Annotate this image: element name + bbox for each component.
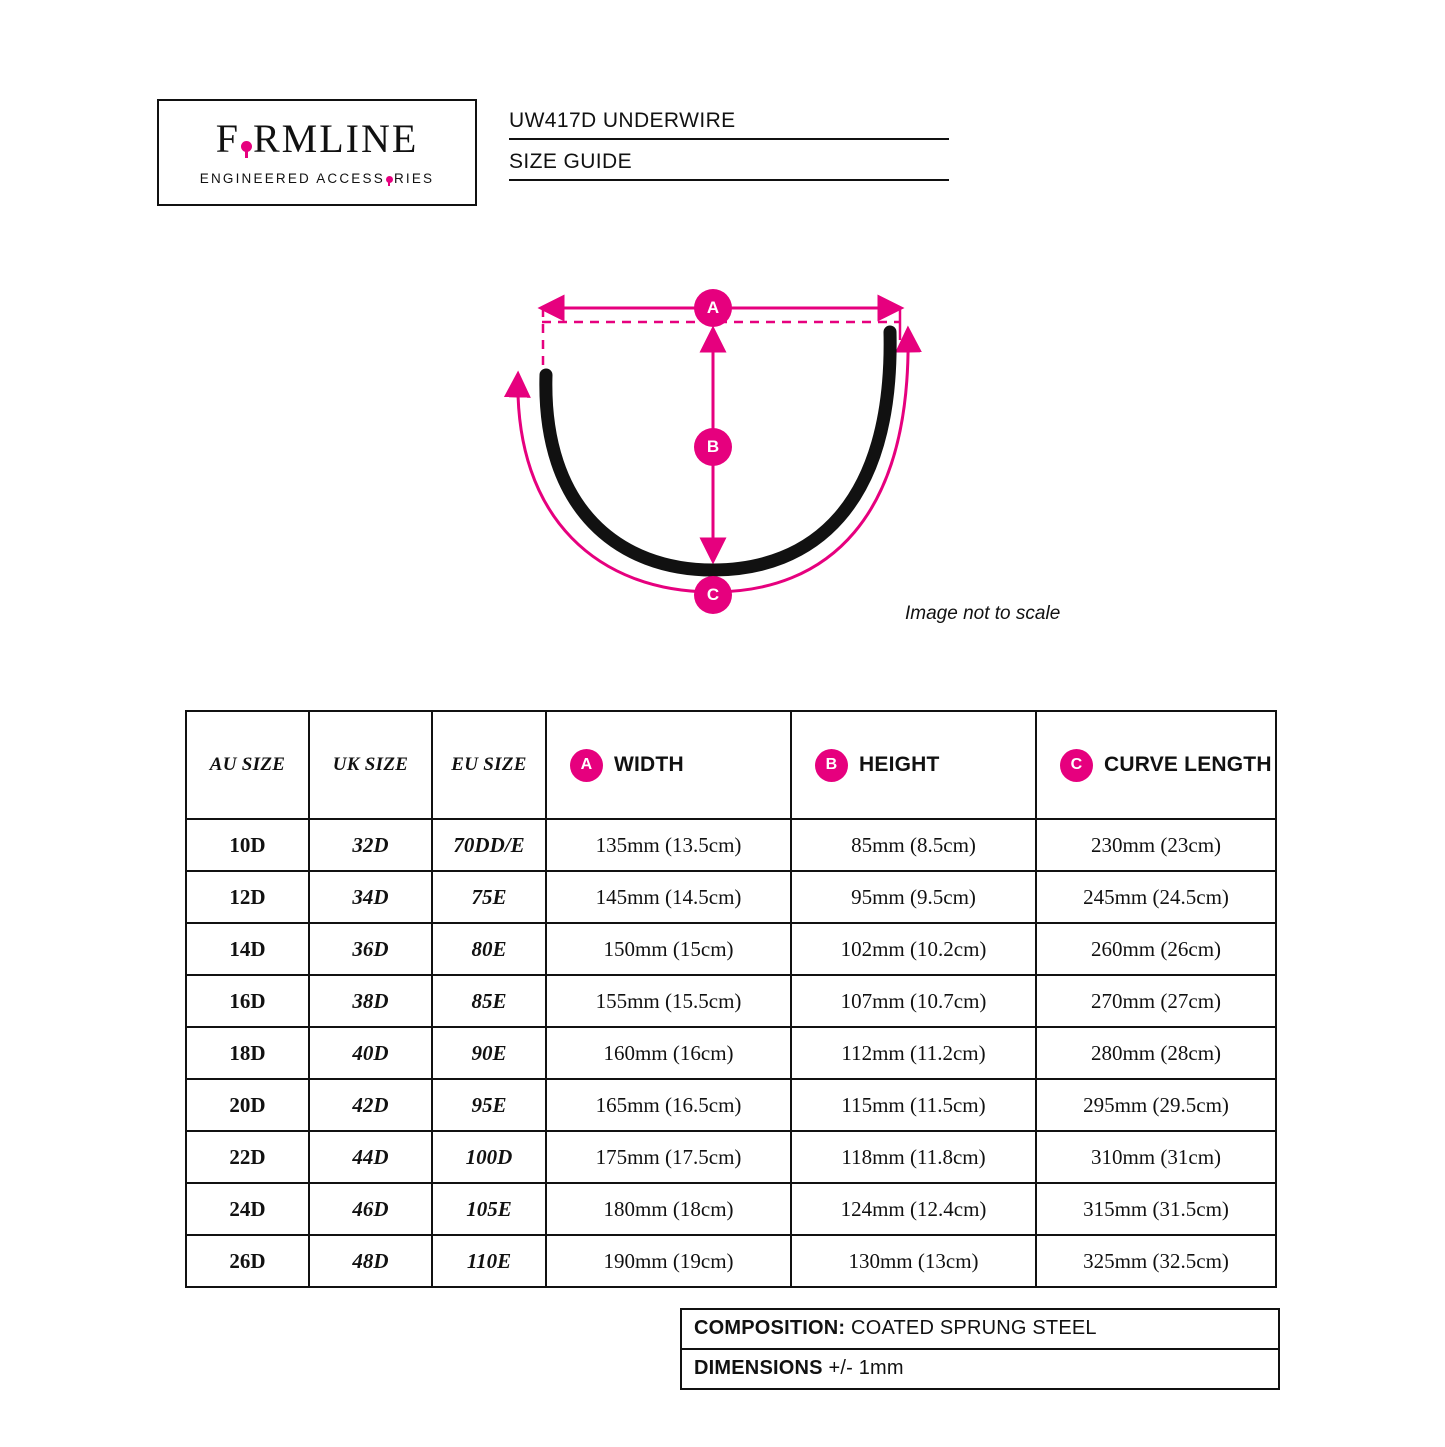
cell-eu-size: 105E <box>432 1183 546 1235</box>
cell-curve-length: 280mm (28cm) <box>1036 1027 1276 1079</box>
underwire-diagram-svg <box>480 270 1120 650</box>
brand-logo-text-2: RMLINE <box>252 116 419 161</box>
table-row <box>186 1079 1276 1131</box>
table-row <box>186 975 1276 1027</box>
cell-uk-size: 36D <box>309 923 432 975</box>
table-header-row <box>186 711 1276 819</box>
brand-tagline-dot-icon <box>386 176 393 183</box>
cell-au-size: 14D <box>186 923 309 975</box>
underwire-diagram <box>480 270 1120 650</box>
cell-au-size: 24D <box>186 1183 309 1235</box>
badge-a-icon: A <box>570 749 603 782</box>
badge-b-icon: B <box>815 749 848 782</box>
cell-eu-size: 70DD/E <box>432 819 546 871</box>
column-header-curve-label: CURVE LENGTH <box>1104 753 1272 776</box>
cell-uk-size: 34D <box>309 871 432 923</box>
cell-curve-length: 230mm (23cm) <box>1036 819 1276 871</box>
table-row <box>186 819 1276 871</box>
table-row <box>186 1027 1276 1079</box>
brand-tagline-text-2: RIES <box>393 171 435 186</box>
product-title-row <box>509 109 949 140</box>
dimensions-value: +/- 1mm <box>822 1357 904 1379</box>
brand-logo-dot-icon <box>241 141 252 152</box>
column-header-width <box>546 711 791 819</box>
diagram-badge-a: A <box>694 289 732 327</box>
cell-width: 145mm (14.5cm) <box>546 871 791 923</box>
diagram-caption: Image not to scale <box>905 603 1061 624</box>
title-block <box>509 109 949 181</box>
cell-height: 85mm (8.5cm) <box>791 819 1036 871</box>
brand-tagline-text-1: ENGINEERED ACCESS <box>199 171 385 186</box>
dimensions-label: DIMENSIONS <box>694 1357 823 1379</box>
cell-au-size: 22D <box>186 1131 309 1183</box>
table-row <box>186 871 1276 923</box>
dimensions-note <box>682 1350 1278 1388</box>
cell-uk-size: 38D <box>309 975 432 1027</box>
size-table <box>185 710 1277 1288</box>
table-row <box>186 1131 1276 1183</box>
cell-height: 112mm (11.2cm) <box>791 1027 1036 1079</box>
cell-width: 165mm (16.5cm) <box>546 1079 791 1131</box>
diagram-badge-c: C <box>694 576 732 614</box>
cell-curve-length: 325mm (32.5cm) <box>1036 1235 1276 1287</box>
cell-eu-size: 110E <box>432 1235 546 1287</box>
cell-curve-length: 295mm (29.5cm) <box>1036 1079 1276 1131</box>
cell-au-size: 18D <box>186 1027 309 1079</box>
document-title-row <box>509 150 949 181</box>
table-row <box>186 1235 1276 1287</box>
composition-value: COATED SPRUNG STEEL <box>845 1317 1097 1339</box>
diagram-badge-b: B <box>694 428 732 466</box>
cell-height: 130mm (13cm) <box>791 1235 1036 1287</box>
column-header-height <box>791 711 1036 819</box>
cell-height: 107mm (10.7cm) <box>791 975 1036 1027</box>
cell-au-size: 16D <box>186 975 309 1027</box>
brand-logo-wordmark <box>215 116 419 161</box>
cell-eu-size: 80E <box>432 923 546 975</box>
cell-au-size: 26D <box>186 1235 309 1287</box>
cell-height: 102mm (10.2cm) <box>791 923 1036 975</box>
cell-height: 124mm (12.4cm) <box>791 1183 1036 1235</box>
table-row <box>186 1183 1276 1235</box>
footer-notes <box>680 1308 1280 1390</box>
cell-uk-size: 40D <box>309 1027 432 1079</box>
column-header-curve-length <box>1036 711 1276 819</box>
cell-eu-size: 75E <box>432 871 546 923</box>
cell-width: 155mm (15.5cm) <box>546 975 791 1027</box>
cell-curve-length: 260mm (26cm) <box>1036 923 1276 975</box>
cell-width: 175mm (17.5cm) <box>546 1131 791 1183</box>
cell-height: 115mm (11.5cm) <box>791 1079 1036 1131</box>
cell-height: 95mm (9.5cm) <box>791 871 1036 923</box>
column-header-au-size: AU SIZE <box>186 711 309 819</box>
column-header-eu-size: EU SIZE <box>432 711 546 819</box>
cell-uk-size: 46D <box>309 1183 432 1235</box>
brand-logo <box>157 99 477 206</box>
column-header-width-label: WIDTH <box>614 753 684 776</box>
cell-uk-size: 42D <box>309 1079 432 1131</box>
document-header <box>157 99 949 206</box>
cell-uk-size: 44D <box>309 1131 432 1183</box>
column-header-height-label: HEIGHT <box>859 753 940 776</box>
cell-width: 160mm (16cm) <box>546 1027 791 1079</box>
cell-eu-size: 100D <box>432 1131 546 1183</box>
cell-au-size: 10D <box>186 819 309 871</box>
cell-width: 180mm (18cm) <box>546 1183 791 1235</box>
composition-note <box>682 1310 1278 1350</box>
cell-uk-size: 32D <box>309 819 432 871</box>
document-title: SIZE GUIDE <box>509 150 633 173</box>
cell-eu-size: 95E <box>432 1079 546 1131</box>
cell-height: 118mm (11.8cm) <box>791 1131 1036 1183</box>
size-table-body <box>186 819 1276 1287</box>
cell-au-size: 12D <box>186 871 309 923</box>
cell-curve-length: 245mm (24.5cm) <box>1036 871 1276 923</box>
composition-label: COMPOSITION: <box>694 1317 846 1339</box>
cell-curve-length: 270mm (27cm) <box>1036 975 1276 1027</box>
cell-width: 150mm (15cm) <box>546 923 791 975</box>
cell-curve-length: 315mm (31.5cm) <box>1036 1183 1276 1235</box>
cell-curve-length: 310mm (31cm) <box>1036 1131 1276 1183</box>
brand-logo-text-1: F <box>215 116 240 161</box>
cell-au-size: 20D <box>186 1079 309 1131</box>
cell-width: 190mm (19cm) <box>546 1235 791 1287</box>
table-row <box>186 923 1276 975</box>
cell-eu-size: 85E <box>432 975 546 1027</box>
column-header-uk-size: UK SIZE <box>309 711 432 819</box>
cell-eu-size: 90E <box>432 1027 546 1079</box>
brand-logo-tagline <box>200 171 435 186</box>
badge-c-icon: C <box>1060 749 1093 782</box>
cell-width: 135mm (13.5cm) <box>546 819 791 871</box>
product-title: UW417D UNDERWIRE <box>509 109 736 132</box>
cell-uk-size: 48D <box>309 1235 432 1287</box>
